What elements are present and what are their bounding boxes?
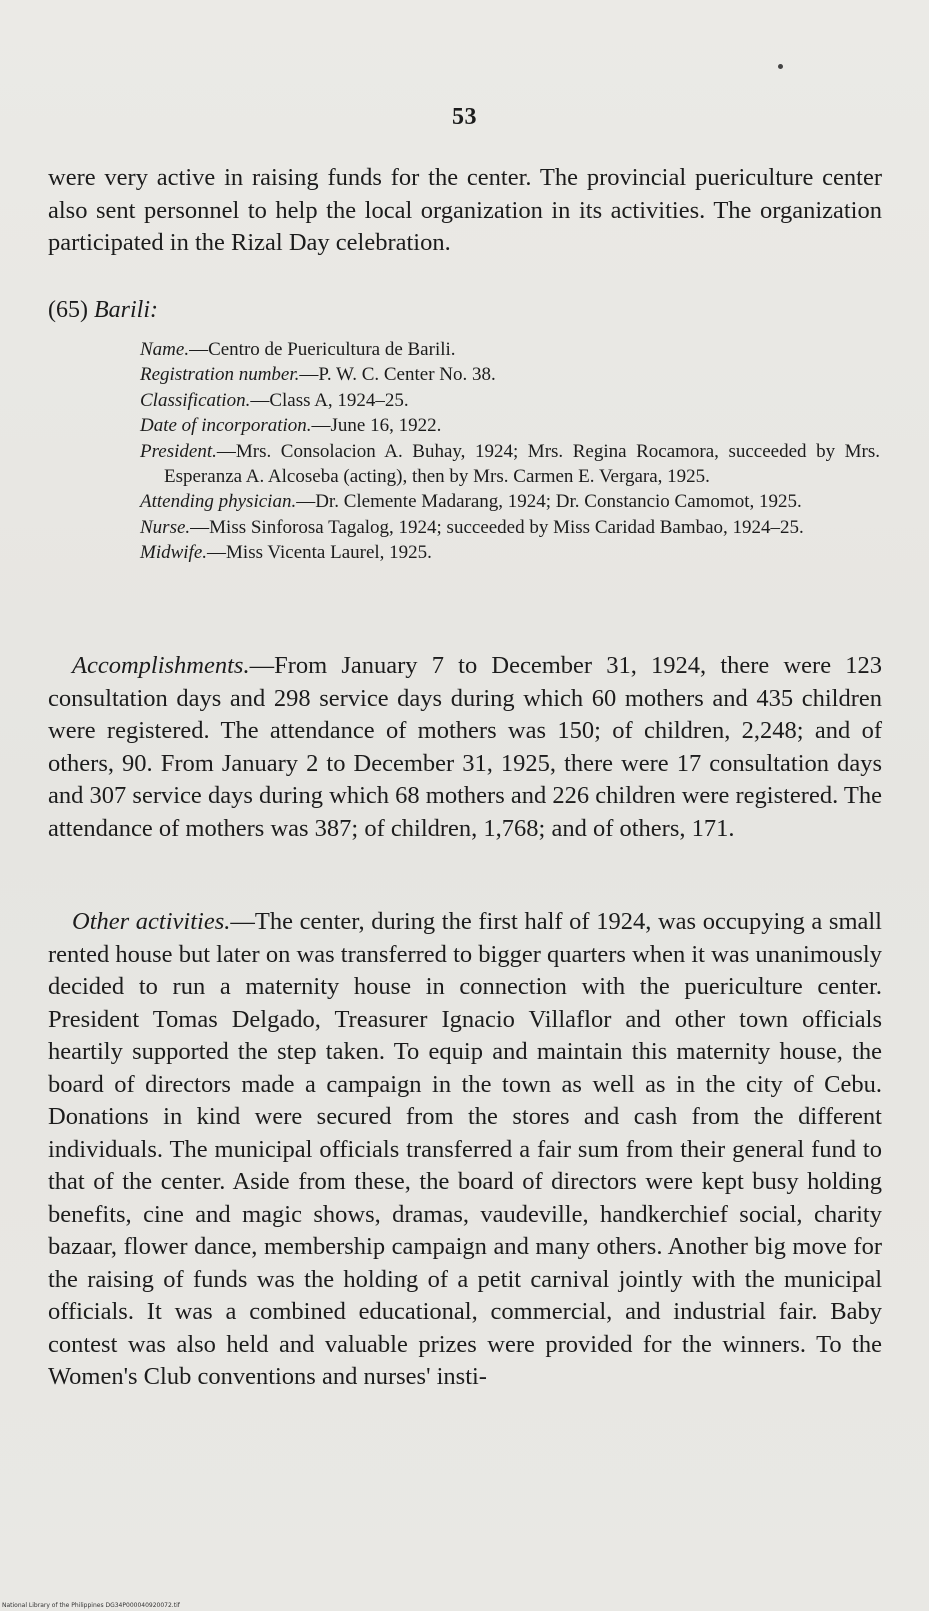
accomplishments-paragraph: Accomplishments.—From January 7 to December 31, 1924, there were 123 consultation days and 298 service days during which 60 mothers and 435 children were registered. The attendance of mothers was 150; of children, 2,248; and of others, 90. From January 2 to December 31, 1925, there were 17 consultation days and 307 service days during which 68 mothers and 226 children were registered. The attendance of mothers was 387; of children, 1,768; and of others, 171. (48, 652, 882, 842)
detail-label: President. (140, 440, 217, 462)
detail-value: Mrs. Consolacion A. Buhay, 1924; Mrs. Regina Rocamora, succeeded by Mrs. Esperanza A. Alcoseba (acting), then by Mrs. Carmen E. Vergara, 1925. (164, 440, 880, 488)
detail-attending-physician: Attending physician.—Dr. Clemente Madarang, 1924; Dr. Constancio Camomot, 1925. (140, 491, 802, 513)
detail-value: Miss Sinforosa Tagalog, 1924; succeeded by Miss Caridad Bambao, 1924–25. (209, 516, 804, 538)
accomplishments-lead: Accomplishments. (72, 652, 250, 679)
entry-heading (48, 294, 158, 326)
detail-label: Classification. (140, 389, 251, 411)
detail-value: Miss Vicenta Laurel, 1925. (226, 542, 432, 564)
detail-value: P. W. C. Center No. 38. (318, 364, 496, 386)
detail-value: Dr. Clemente Madarang, 1924; Dr. Constancio Camomot, 1925. (315, 491, 802, 513)
detail-label: Attending physician. (140, 491, 297, 513)
detail-label: Midwife. (140, 542, 208, 564)
detail-midwife: Midwife.—Miss Vicenta Laurel, 1925. (140, 542, 432, 564)
detail-president: President.—Mrs. Consolacion A. Buhay, 1924; Mrs. Regina Rocamora, succeeded by Mrs. Esperanza A. Alcoseba (acting), then by Mrs. Carmen E. Vergara, 1925. (140, 440, 880, 488)
other-activities-text: The center, during the first half of 1924, was occupying a small rented house but later on was transferred to bigger quarters when it was unanimously decided to run a maternity house in connection with the puericulture center. President Tomas Delgado, Treasurer Ignacio Villaflor and other town officials heartily supported the step taken. To equip and maintain this maternity house, the board of directors made a campaign in the town as well as in the city of Cebu. Donations in kind were secured from the stores and cash from the different individuals. The municipal officials transferred a fair sum from their general fund to that of the center. Aside from these, the board of directors were kept busy holding benefits, cine and magic shows, dramas, vaudeville, handkerchief social, charity bazaar, flower dance, membership campaign and many others. Another big move for the raising of funds was the holding of a petit carnival jointly with the municipal officials. It was a combined educational, commercial, and industrial fair. Baby contest was also held and valuable prizes were provided for the winners. To the Women's Club conventions and nurses' insti- (48, 908, 882, 1390)
detail-value: Class A, 1924–25. (269, 389, 409, 411)
accomplishments-text: From January 7 to December 31, 1924, there were 123 consultation days and 298 service days during which 60 mothers and 435 children were registered. The attendance of mothers was 150; of children, 2,248; and of others, 90. From January 2 to December 31, 1925, there were 17 consultation days and 307 service days during which 68 mothers and 226 children were registered. The attendance of mothers was 387; of children, 1,768; and of others, 171. (48, 652, 882, 842)
detail-label: Name. (140, 339, 190, 360)
page-number: 53 (452, 104, 477, 130)
detail-label: Date of incorporation. (140, 415, 312, 437)
entry-number: (65) (48, 297, 88, 323)
detail-value: June 16, 1922. (330, 415, 442, 437)
detail-date-of-incorporation: Date of incorporation.—June 16, 1922. (140, 415, 442, 437)
entry-place: Barili: (93, 297, 158, 323)
scan-credit: National Library of the Philippines DG34P000040920072.tif (2, 1602, 180, 1609)
detail-classification: Classification.—Class A, 1924–25. (140, 389, 409, 411)
entry-details (140, 337, 880, 566)
detail-name: Name.—Centro de Puericultura de Barili. (140, 339, 456, 360)
scan-speck (778, 64, 783, 69)
detail-label: Registration number. (140, 364, 300, 386)
detail-nurse: Nurse.—Miss Sinforosa Tagalog, 1924; succeeded by Miss Caridad Bambao, 1924–25. (140, 516, 804, 538)
detail-label: Nurse. (140, 516, 191, 538)
detail-registration-number: Registration number.—P. W. C. Center No. 38. (140, 364, 496, 386)
other-activities-lead: Other activities. (72, 908, 231, 935)
intro-paragraph: were very active in raising funds for the center. The provincial puericulture center also sent personnel to help the local organization in its activities. The organization participated in the Rizal Day celebration. (48, 164, 882, 256)
detail-value: Centro de Puericultura de Barili. (208, 339, 456, 360)
other-activities-paragraph: Other activities.—The center, during the first half of 1924, was occupying a small rented house but later on was transferred to bigger quarters when it was unanimously decided to run a maternity house in connection with the puericulture center. President Tomas Delgado, Treasurer Ignacio Villaflor and other town officials heartily supported the step taken. To equip and maintain this maternity house, the board of directors made a campaign in the town as well as in the city of Cebu. Donations in kind were secured from the stores and cash from the different individuals. The municipal officials transferred a fair sum from their general fund to that of the center. Aside from these, the board of directors were kept busy holding benefits, cine and magic shows, dramas, vaudeville, handkerchief social, charity bazaar, flower dance, membership campaign and many others. Another big move for the raising of funds was the holding of a petit carnival jointly with the municipal officials. It was a combined educational, commercial, and industrial fair. Baby contest was also held and valuable prizes were provided for the winners. To the Women's Club conventions and nurses' insti- (48, 908, 882, 1390)
